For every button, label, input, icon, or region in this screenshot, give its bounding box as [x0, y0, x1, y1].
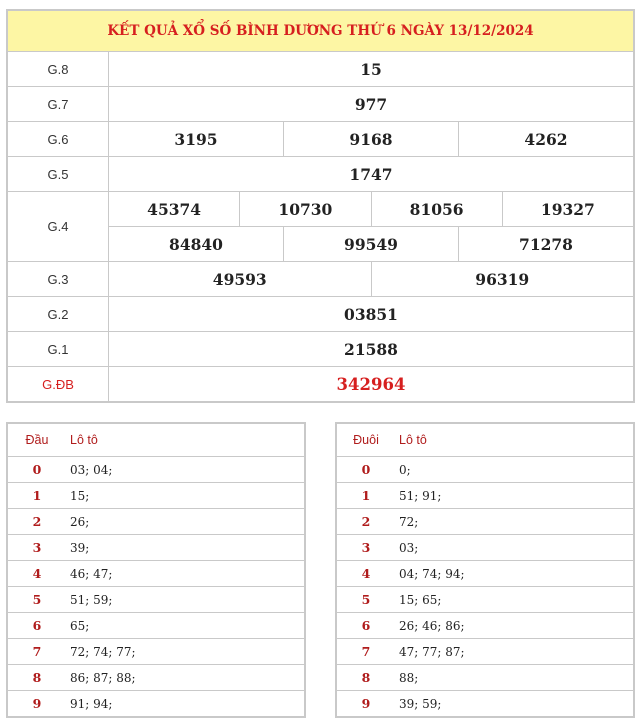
prize-number: 977: [354, 94, 388, 114]
dau-digit: 8: [32, 670, 42, 685]
prize-number: 03851: [344, 304, 398, 324]
table-row: [337, 457, 633, 483]
duoi-loto-table: [335, 422, 635, 718]
prize-label: G.5: [8, 157, 109, 191]
prize-number: 3195: [174, 129, 218, 149]
prize-number: 10730: [239, 192, 370, 226]
loto-numbers: 46; 47;: [70, 566, 113, 581]
loto-numbers: 51; 59;: [70, 592, 113, 607]
table-row: [337, 535, 633, 561]
results-title: KẾT QUẢ XỔ SỐ BÌNH DƯƠNG THỨ 6 NGÀY 13/12/2024: [8, 11, 633, 52]
loto-numbers: 39; 59;: [399, 696, 442, 711]
table-row: [337, 639, 633, 665]
dau-digit: 7: [32, 644, 42, 659]
table-row: [337, 561, 633, 587]
loto-numbers: 91; 94;: [70, 696, 113, 711]
prize-row-g3: [8, 262, 633, 297]
dau-digit: 3: [32, 540, 42, 555]
loto-numbers: 51; 91;: [399, 488, 442, 503]
table-row: [337, 691, 633, 716]
prize-number: 4262: [458, 122, 633, 156]
duoi-digit: 7: [361, 644, 371, 659]
prize-row-g6: [8, 122, 633, 157]
prize-number: 15: [360, 59, 382, 79]
prize-label: G.6: [8, 122, 109, 156]
loto-numbers: 47; 77; 87;: [399, 644, 465, 659]
dau-header-label: Đầu: [25, 433, 49, 447]
prize-row-g7: [8, 87, 633, 122]
prize-number: 19327: [502, 192, 633, 226]
duoi-digit: 9: [361, 696, 371, 711]
duoi-digit: 4: [361, 566, 371, 581]
duoi-digit: 6: [361, 618, 371, 633]
loto-numbers: 26; 46; 86;: [399, 618, 465, 633]
table-row: [337, 483, 633, 509]
prize-number: 99549: [283, 227, 458, 261]
dau-digit: 2: [32, 514, 42, 529]
loto-numbers: 86; 87; 88;: [70, 670, 136, 685]
table-row: [8, 457, 304, 483]
table-row: [8, 535, 304, 561]
table-row: [8, 639, 304, 665]
table-row: [8, 665, 304, 691]
table-row: [337, 665, 633, 691]
loto-numbers: 03;: [399, 540, 419, 555]
loto-numbers: 72; 74; 77;: [70, 644, 136, 659]
duoi-digit: 3: [361, 540, 371, 555]
loto-header-label: Lô tô: [399, 433, 427, 447]
prize-number: 9168: [283, 122, 458, 156]
prize-number: 49593: [212, 269, 267, 289]
prize-label: G.3: [8, 262, 109, 296]
prize-number: 96319: [371, 262, 634, 296]
table-row: [8, 691, 304, 716]
table-row: [8, 587, 304, 613]
prize-number: 1747: [349, 164, 393, 184]
dau-digit: 4: [32, 566, 42, 581]
prize-row-special: [8, 367, 633, 401]
prize-row-g4: [8, 192, 633, 262]
loto-numbers: 03; 04;: [70, 462, 113, 477]
special-prize-label: G.ĐB: [8, 367, 109, 401]
special-prize-number: 342964: [336, 374, 406, 394]
loto-numbers: 04; 74; 94;: [399, 566, 465, 581]
prize-number: 45374: [147, 199, 202, 219]
prize-row-g5: [8, 157, 633, 192]
table-row: [8, 483, 304, 509]
prize-row-g2: [8, 297, 633, 332]
duoi-digit: 2: [361, 514, 371, 529]
duoi-digit: 8: [361, 670, 371, 685]
prize-label: G.1: [8, 332, 109, 366]
prize-row-g1: [8, 332, 633, 367]
dau-digit: 0: [32, 462, 42, 477]
loto-numbers: 15;: [70, 488, 90, 503]
duoi-digit: 1: [361, 488, 371, 503]
prize-label: G.8: [8, 52, 109, 86]
dau-table-header: [8, 424, 304, 457]
prize-number: 21588: [344, 339, 398, 359]
duoi-digit: 0: [361, 462, 371, 477]
prize-number: 71278: [458, 227, 633, 261]
loto-numbers: 88;: [399, 670, 419, 685]
duoi-header-label: Đuôi: [353, 433, 379, 447]
results-table: [6, 9, 635, 403]
table-row: [8, 509, 304, 535]
duoi-digit: 5: [361, 592, 371, 607]
loto-numbers: 72;: [399, 514, 419, 529]
prize-label: G.2: [8, 297, 109, 331]
table-row: [337, 613, 633, 639]
dau-digit: 5: [32, 592, 42, 607]
dau-digit: 1: [32, 488, 42, 503]
loto-numbers: 39;: [70, 540, 90, 555]
table-row: [337, 509, 633, 535]
prize-number: 81056: [371, 192, 502, 226]
prize-number: 84840: [169, 234, 223, 254]
loto-numbers: 0;: [399, 462, 411, 477]
prize-row-g8: [8, 52, 633, 87]
dau-digit: 9: [32, 696, 42, 711]
loto-header-label: Lô tô: [70, 433, 98, 447]
dau-digit: 6: [32, 618, 42, 633]
dau-loto-table: [6, 422, 306, 718]
table-row: [337, 587, 633, 613]
loto-numbers: 26;: [70, 514, 90, 529]
loto-numbers: 15; 65;: [399, 592, 442, 607]
duoi-table-header: [337, 424, 633, 457]
prize-label: G.7: [8, 87, 109, 121]
prize-label: G.4: [8, 192, 109, 261]
table-row: [8, 561, 304, 587]
table-row: [8, 613, 304, 639]
loto-numbers: 65;: [70, 618, 90, 633]
